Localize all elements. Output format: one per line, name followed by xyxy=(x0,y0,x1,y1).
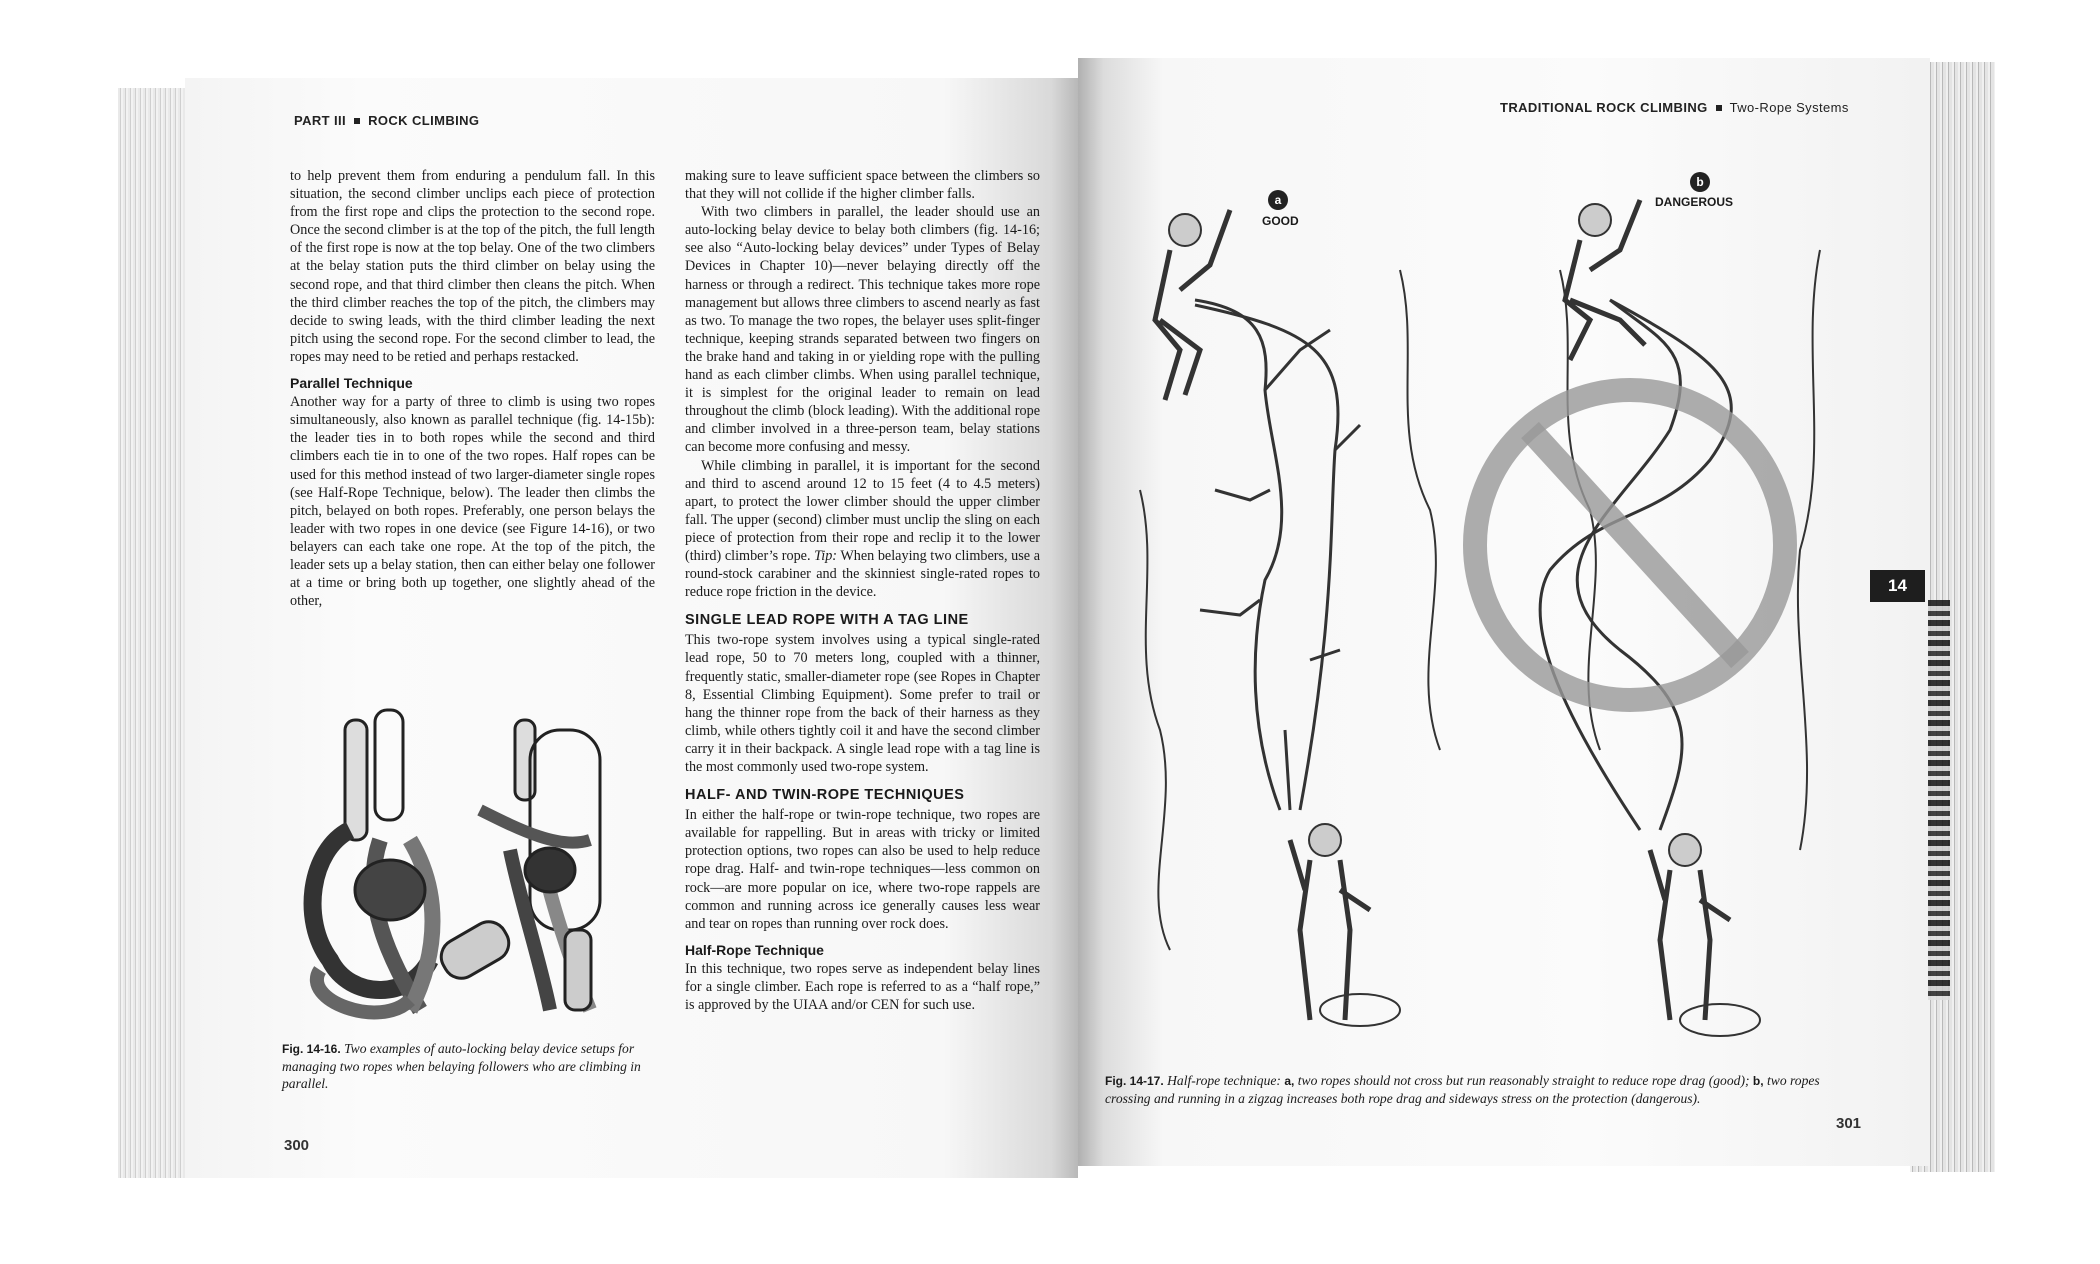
paragraph: to help prevent them from enduring a pendulum fall. In this situation, the second climber unclips each piece of protection from the first rope and clips the protection to the second rope. Once the second climber is at the top of the pitch, the full length of the first rope is now at the top belay. One of the two climbers at the belay station puts the third climber on belay using the second rope, and that third climber then cleans the pitch. When the third climber reaches the top of the pitch, the climbers may decide to swing leads, with the third climber leading the next pitch using the second rope. For the second climber to lead, the ropes may need to be retied and perhaps restacked. xyxy=(290,168,655,365)
label-a-badge: a xyxy=(1268,190,1288,210)
paragraph: Another way for a party of three to climb is using two ropes simultaneously, also known as parallel technique (fig. 14-15b): the leader ties in to both ropes while the second and third climbers each tie in to one of the two ropes. Half ropes can be used for this method instead of two larger-diameter single ropes (see Half-Rope Technique, below). The leader then climbs the pitch, belayed on both ropes. Preferably, one person belays the leader with two ropes in one device (see Figure 14-16), or two belayers can each take one rope. At the top of the pitch, the leader sets up a belay station, then can either belay one follower at a time or bring both up together, one slightly ahead of the other, xyxy=(290,394,655,610)
caption-letter-b: b, xyxy=(1752,1074,1764,1088)
header-square-icon xyxy=(1716,105,1722,111)
header-part: PART III xyxy=(294,113,347,128)
figure-14-17-caption xyxy=(1105,1072,1845,1107)
page-number-left: 300 xyxy=(284,1137,310,1154)
running-header-left xyxy=(294,113,479,128)
tip-label: Tip: xyxy=(814,547,838,564)
caption-text: Half-rope technique: xyxy=(1163,1073,1285,1088)
paragraph: This two-rope system involves using a typical single-rated lead rope, 50 to 70 meters long, coupled with a thinner, frequently static, smaller-diameter rope (see Ropes in Chapter 8, Essential Climbing Equipment). Some prefer to trail or hang the thinner rope from the back of their harness as they climb, while others tightly coil it and have the second climber carry it in their backpack. A single lead rope with a tag line is the most commonly used two-rope system. xyxy=(685,632,1040,775)
running-header-right xyxy=(1500,100,1849,115)
paragraph: With two climbers in parallel, the leader should use an auto-locking belay device to belay both climbers (fig. 14-16; see also “Auto-locking belay devices” under Types of Belay Devices in Chapter 10)—never belaying directly off the harness or through a redirect. This technique takes more rope management but allows three climbers to ascend nearly as fast as two. To manage the two ropes, the belayer uses split-finger technique, keeping strands separated between two fingers on the brake hand and taking in or yielding rope with the pulling hand as each climber climbs. When using parallel technique, it is simplest for the original leader to remain on lead throughout the climb (block leading). With the additional rope and climber involved in a three-person team, belay stations can become more confusing and messy. xyxy=(685,204,1040,456)
header-square-icon xyxy=(354,118,360,124)
half-rope-illustration xyxy=(1100,190,1860,1060)
caption-text: Two examples of auto-locking belay device setups for managing two ropes when belaying followers who are climbing in parallel. xyxy=(282,1041,641,1091)
belay-device-illustration xyxy=(290,700,650,1030)
heading-half-rope: Half-Rope Technique xyxy=(685,941,824,958)
heading-half-twin: HALF- AND TWIN-ROPE TECHNIQUES xyxy=(685,787,965,804)
header-section: ROCK CLIMBING xyxy=(368,113,480,128)
figure-14-16-caption xyxy=(282,1040,652,1092)
caption-text: two ropes should not cross but run reasonably straight to reduce rope drag (good); xyxy=(1294,1073,1753,1088)
heading-tag-line: SINGLE LEAD ROPE WITH A TAG LINE xyxy=(685,612,969,629)
chapter-thumb-index xyxy=(1928,600,1950,1000)
caption-letter-a: a, xyxy=(1284,1074,1295,1088)
left-column-2 xyxy=(685,167,1040,1014)
label-good: GOOD xyxy=(1262,214,1299,228)
chapter-tab: 14 xyxy=(1870,570,1925,602)
header-chapter: TRADITIONAL ROCK CLIMBING xyxy=(1500,100,1708,115)
paragraph-text: While climbing in parallel, it is important for the second and third to ascend around 12 to 15 feet (4 to 4.5 meters) apart, to protect the lower climber should the upper climber fall. The upper (second) climber must unclip the sling on each piece of protection from their rope and reclip it to the lower (third) climber’s rope. xyxy=(685,457,1040,564)
header-section: Two-Rope Systems xyxy=(1729,100,1849,115)
figure-label: Fig. 14-17. xyxy=(1105,1074,1164,1088)
paragraph xyxy=(685,457,1040,602)
page-number-right: 301 xyxy=(1836,1115,1862,1132)
figure-label: Fig. 14-16. xyxy=(282,1042,341,1056)
paragraph: In either the half-rope or twin-rope technique, two ropes are available for rappelling. But in areas with tricky or limited protection options, two ropes can also be used to help reduce rope drag. Half- and twin-rope techniques—less common on rock—are more popular on ice, where two-rope rappels are common and running across ice generally causes less wear and tear on ropes than running over rock does. xyxy=(685,807,1040,932)
heading-parallel-technique: Parallel Technique xyxy=(290,375,413,392)
paragraph: making sure to leave sufficient space between the climbers so that they will not collide if the higher climber falls. xyxy=(685,168,1040,203)
caption-text: two ropes crossing and running in a zigzag increases both rope drag and sideways stress on the protection (dangerous). xyxy=(1105,1073,1820,1106)
label-b-badge: b xyxy=(1690,172,1710,192)
left-column-1 xyxy=(290,167,655,610)
paragraph: In this technique, two ropes serve as independent belay lines for a single climber. Each rope is referred to as a “half rope,” is approved by the UIAA and/or CEN for such use. xyxy=(685,960,1040,1014)
label-dangerous: DANGEROUS xyxy=(1655,195,1734,209)
tip-text: When belaying two climbers, use a round-stock carabiner and the skinniest single-rated ropes to reduce rope friction in the device. xyxy=(685,547,1040,601)
